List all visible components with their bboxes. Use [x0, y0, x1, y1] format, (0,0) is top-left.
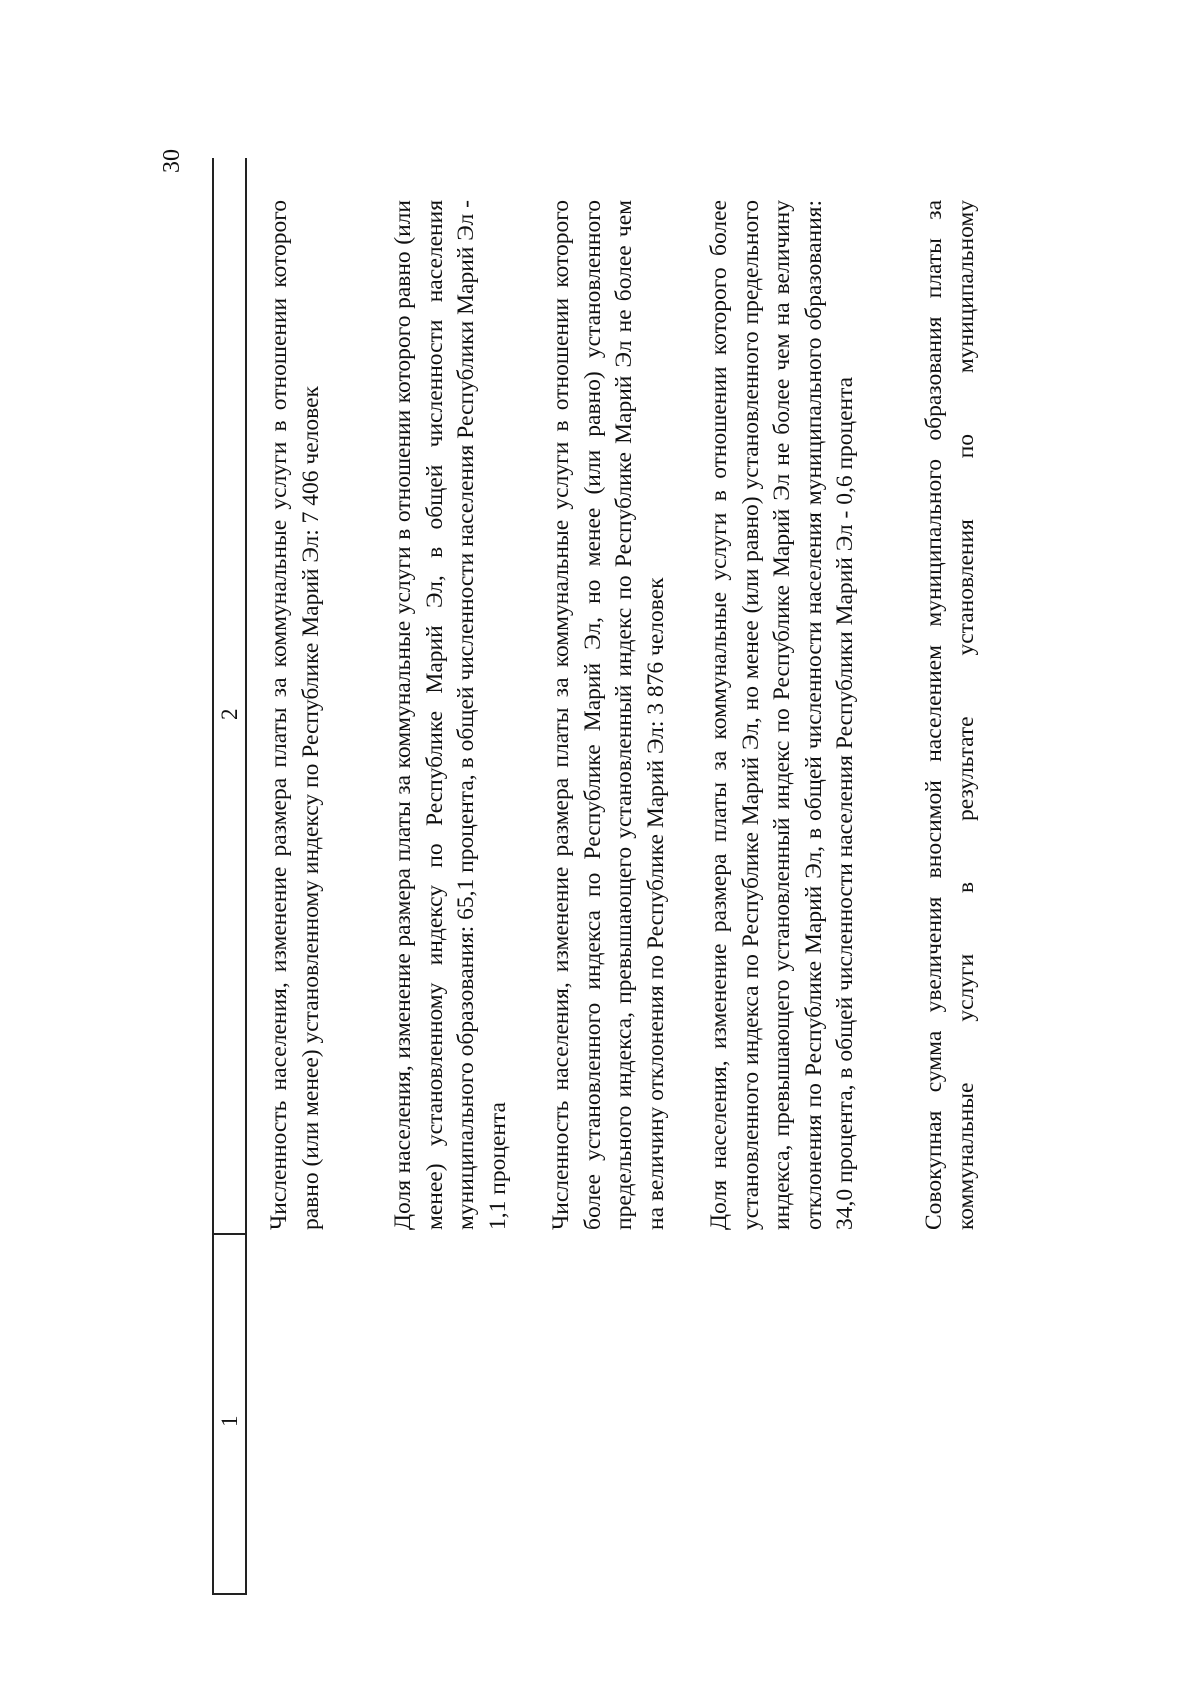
- column-header-1: 1: [217, 1415, 242, 1427]
- table-top-border: [212, 158, 214, 1595]
- table-row: Численность населения, изменение размера платы за коммунальные услуги в отношении которого равно (или менее) установленному индексу по Республике Марий Эл: 7 406 человек: [266, 200, 324, 1230]
- table-row: Доля населения, изменение размера платы за коммунальные услуги в отношении которого равно (или менее) установленному индексу по Республике Марий Эл, в общей численности населения муниципального образования: 65,1 процента, в общей численности населения Республики Марий Эл - 1,1 процента: [390, 200, 511, 1230]
- page-number: 30: [159, 149, 185, 173]
- column-divider: [212, 1234, 246, 1236]
- table-row: Численность населения, изменение размера платы за коммунальные услуги в отношении которого более установленного индекса по Республике Марий Эл, но менее (или равно) установленного предельного индекса, превышающего установленный индекс по Республике Марий Эл не более чем на величину отклонения по Республике Марий Эл: 3 876 человек: [548, 200, 669, 1230]
- header-bottom-border: [245, 158, 247, 1595]
- table-row: Совокупная сумма увеличения вносимой населением муниципального образования платы за коммунальные услуги в результате установления по муниципальному: [921, 200, 979, 1230]
- table-row: Доля населения, изменение размера платы за коммунальные услуги в отношении которого более установленного индекса по Республике Марий Эл, но менее (или равно) установленного предельного индекса, превышающего установленный индекс по Республике Марий Эл не более чем на величину отклонения по Республике Марий Эл, в общей численности населения муниципального образования: 34,0 процента, в общей численности населения Республики Марий Эл - 0,6 процента: [706, 200, 858, 1230]
- table-left-border: [212, 1594, 246, 1596]
- column-header-2: 2: [217, 708, 242, 720]
